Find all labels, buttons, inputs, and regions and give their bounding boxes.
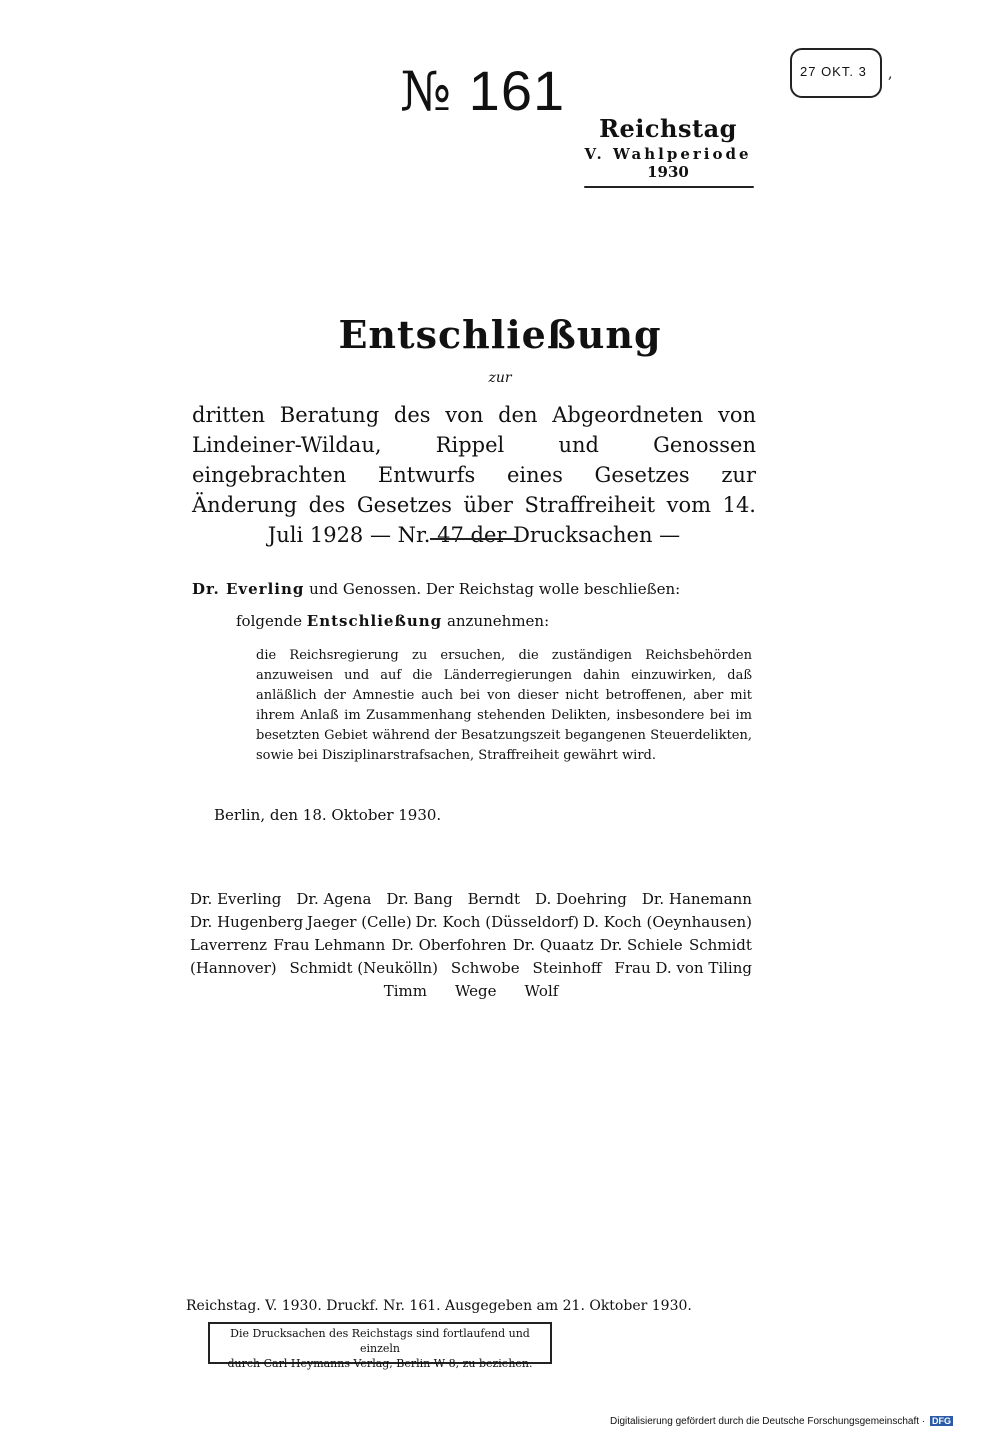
page-title: Entschließung bbox=[338, 312, 662, 357]
signatory: Jaeger (Celle) bbox=[306, 913, 412, 931]
signatory-row bbox=[190, 888, 752, 911]
signatory: Dr. Hugenberg bbox=[190, 913, 304, 931]
signatory: Schmidt bbox=[688, 936, 752, 954]
dfg-logo: DFG bbox=[931, 1416, 951, 1427]
resolution-post: anzunehmen: bbox=[446, 612, 550, 630]
number-sign: № bbox=[400, 60, 453, 123]
signatory: Dr. Koch (Düsseldorf) bbox=[415, 913, 580, 931]
session-year: 1930 bbox=[647, 163, 689, 181]
legislative-period: V. Wahlperiode bbox=[584, 145, 752, 163]
chamber-name: Reichstag bbox=[599, 114, 737, 143]
signatory: Steinhoff bbox=[532, 959, 602, 977]
digitization-credit bbox=[610, 1416, 953, 1427]
signatory: Wolf bbox=[524, 982, 559, 1000]
signatory-row bbox=[190, 911, 752, 934]
signatory: Berndt bbox=[467, 890, 521, 908]
signatory: Dr. Everling bbox=[190, 890, 282, 908]
signatory: Dr. Oberfohren bbox=[391, 936, 507, 954]
signatory-row bbox=[190, 957, 752, 980]
signatory-row bbox=[190, 934, 752, 957]
signatory: Dr. Agena bbox=[296, 890, 372, 908]
title-connector: zur bbox=[488, 370, 512, 386]
signatory: Frau Lehmann bbox=[273, 936, 386, 954]
place-and-date: Berlin, den 18. Oktober 1930. bbox=[214, 806, 442, 824]
signatory: Laverrenz bbox=[190, 936, 268, 954]
proposer-name: Dr. Everling bbox=[192, 580, 305, 598]
received-stamp bbox=[790, 48, 882, 98]
signatory: Dr. Bang bbox=[386, 890, 453, 908]
signatory: Wege bbox=[454, 982, 497, 1000]
notice-line-2: durch Carl Heymanns Verlag, Berlin W 8, zu beziehen. bbox=[227, 1357, 533, 1370]
title-divider bbox=[430, 538, 516, 540]
document-subject: dritten Beratung des von den Abgeordneten von Lindeiner-Wildau, Rippel und Genossen eingebrachten Entwurfs eines Gesetzes zur Änderung des Gesetzes über Straffreiheit vom 14. Juli 1928 — Nr. 47 der Drucksachen — bbox=[192, 403, 756, 547]
reichstag-header bbox=[582, 114, 754, 181]
signatory-row bbox=[190, 980, 752, 1003]
credit-text: Digitalisierung gefördert durch die Deutsche Forschungsgemeinschaft · bbox=[610, 1416, 926, 1427]
resolution-keyword: Entschließung bbox=[306, 612, 443, 630]
notice-line-1: Die Drucksachen des Reichstags sind fortlaufend und einzeln bbox=[230, 1327, 530, 1355]
signatory: Timm bbox=[383, 982, 427, 1000]
document-number-value: 161 bbox=[468, 59, 566, 122]
signatory: Dr. Hanemann bbox=[641, 890, 752, 908]
signatory: D. Koch (Oeynhausen) bbox=[582, 913, 752, 931]
signatory: (Hannover) bbox=[190, 959, 277, 977]
resolution-pre: folgende bbox=[236, 612, 302, 630]
signatory: D. Doehring bbox=[535, 890, 627, 908]
stamp-tick: , bbox=[888, 66, 893, 82]
signatory: Dr. Schiele bbox=[599, 936, 683, 954]
publication-line: Reichstag. V. 1930. Druckf. Nr. 161. Ausgegeben am 21. Oktober 1930. bbox=[186, 1298, 692, 1314]
signatory: Schwobe bbox=[450, 959, 520, 977]
signatory: Frau D. von Tiling bbox=[614, 959, 752, 977]
proposer-line bbox=[192, 580, 680, 598]
stamp-date: 27 OKT. 3 bbox=[800, 64, 867, 79]
document-number bbox=[400, 58, 565, 123]
resolution-intro bbox=[236, 612, 549, 630]
signatory-list bbox=[190, 888, 752, 1003]
resolution-text: die Reichsregierung zu ersuchen, die zuständigen Reichsbehörden anzuweisen und auf die Länderregierungen dahin einzuwirken, daß anläßlich der Amnestie auch bei von dieser nicht betroffenen, aber mit ihrem Anlaß im Zusammenhang stehenden Delikten, insbesondere bei im besetzten Gebiet während der Besatzungszeit begangenen Steuerdelikten, sowie bei Disziplinarstrafsachen, Straffreiheit gewährt wird. bbox=[256, 648, 752, 763]
signatory: Dr. Quaatz bbox=[512, 936, 594, 954]
distribution-notice bbox=[208, 1322, 552, 1370]
header-rule bbox=[584, 186, 754, 188]
proposer-text: und Genossen. Der Reichstag wolle beschließen: bbox=[309, 580, 681, 598]
signatory: Schmidt (Neukölln) bbox=[289, 959, 439, 977]
